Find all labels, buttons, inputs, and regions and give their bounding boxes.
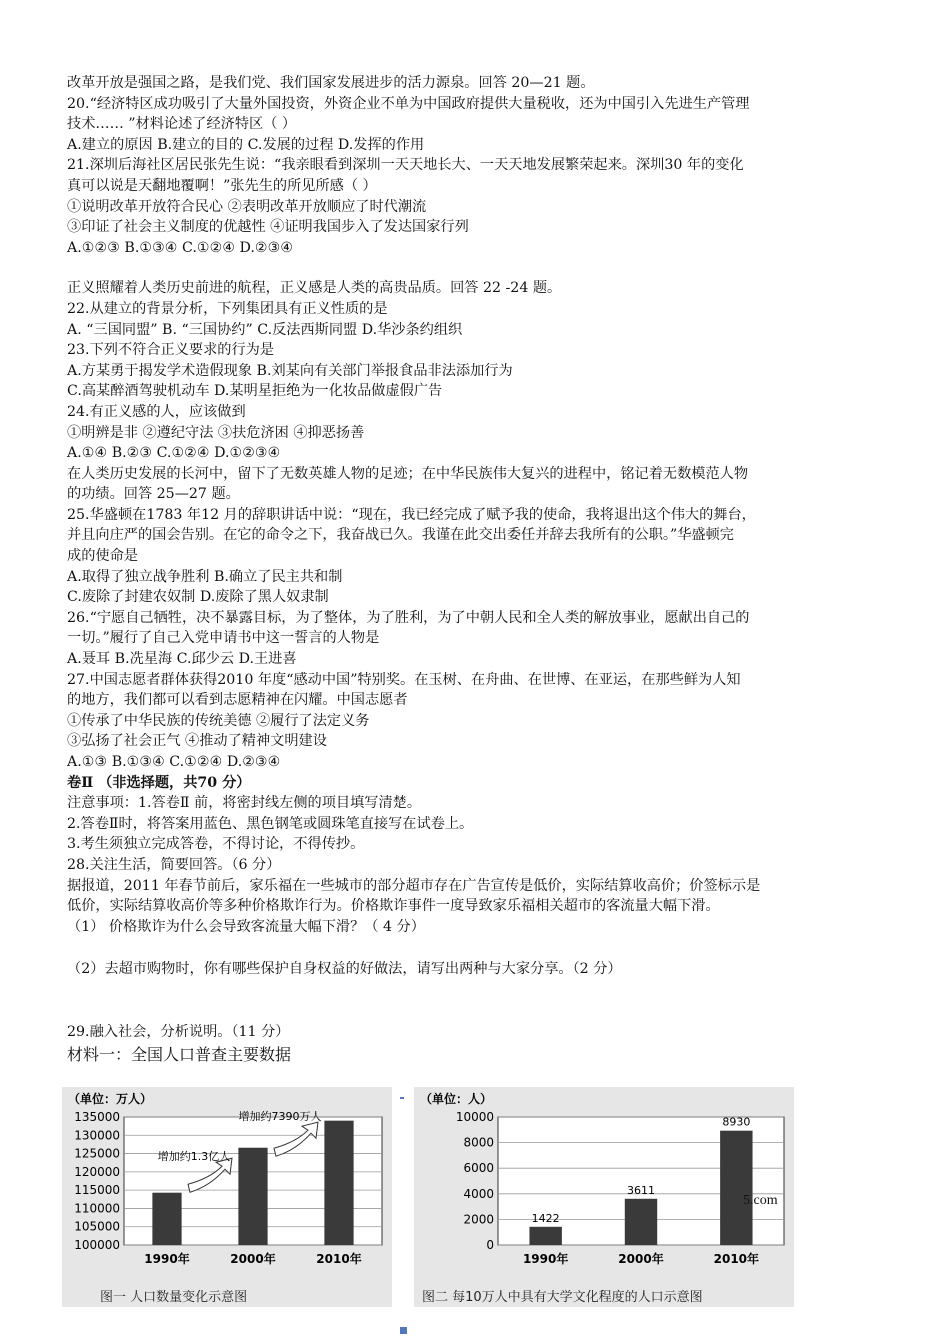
chart1-caption: 图一 人口数量变化示意图 bbox=[100, 1290, 248, 1305]
lines-line: 26.“宁愿自己牺牲，决不暴露目标，为了整体，为了胜利，为了中朝人民和全人类的解放事业，愿献出自己的 bbox=[67, 609, 750, 626]
lines-line: 一切。”履行了自己入党申请书中这一誓言的人物是 bbox=[67, 630, 380, 647]
y-tick-label: 8000 bbox=[463, 1135, 494, 1150]
notes-line: 2.答卷Ⅱ时，将答案用蓝色、黑色钢笔或圆珠笔直接写在试卷上。 bbox=[67, 815, 474, 832]
lines-line: 改革开放是强国之路，是我们党、我们国家发展进步的活力源泉。回答 20—21 题。 bbox=[67, 75, 595, 91]
edit-marker-top bbox=[400, 1097, 404, 1099]
bar bbox=[238, 1148, 267, 1245]
chart-population bbox=[62, 1087, 392, 1307]
lines-line: 正义照耀着人类历史前进的航程，正义感是人类的高贵品质。回答 22 -24 题。 bbox=[67, 280, 562, 297]
x-tick-label: 1990年 bbox=[144, 1252, 190, 1266]
x-tick-label: 1990年 bbox=[522, 1252, 569, 1266]
x-tick-label: 2010年 bbox=[713, 1252, 760, 1266]
lines-line: A.①③ B.①③④ C.①②④ D.②③④ bbox=[67, 754, 281, 770]
lines-line: 技术…… ”材料论述了经济特区（ ） bbox=[67, 116, 297, 133]
lines-line: A.方某勇于揭发学术造假现象 B.刘某向有关部门举报食品非法添加行为 bbox=[67, 362, 513, 379]
x-tick-label: 2000年 bbox=[618, 1252, 664, 1266]
y-tick-label: 6000 bbox=[463, 1161, 494, 1176]
notes-block bbox=[67, 793, 887, 937]
document-body bbox=[67, 73, 887, 1067]
annotation-label: 增加约7390万人 bbox=[238, 1110, 322, 1124]
y-tick-label: 135000 bbox=[74, 1110, 120, 1124]
bar bbox=[720, 1131, 752, 1245]
lines-line: ①传承了中华民族的传统美德 ②履行了法定义务 bbox=[67, 712, 370, 729]
y-tick-label: 110000 bbox=[74, 1201, 120, 1216]
lines-line: ③印证了社会主义制度的优越性 ④证明我国步入了发达国家行列 bbox=[67, 219, 469, 236]
lines-line: 22.从建立的背景分析，下列集团具有正义性质的是 bbox=[67, 300, 388, 317]
lines-line: ①说明改革开放符合民心 ②表明改革开放顺应了时代潮流 bbox=[67, 198, 427, 215]
y-tick-label: 4000 bbox=[463, 1186, 494, 1201]
notes-line: （1） 价格欺诈为什么会导致客流量大幅下滑？（ 4 分） bbox=[67, 918, 425, 935]
lines-line: A.取得了独立战争胜利 B.确立了民主共和制 bbox=[67, 568, 343, 585]
bar-value-label: 3611 bbox=[627, 1183, 655, 1197]
lines-line: 25.华盛顿在1783 年12 月的辞职讲话中说：“现在，我已经完成了赋予我的使命，我将退出这个伟大的舞台， bbox=[67, 506, 756, 523]
notes-line: 28.关注生活，简要回答。（6 分） bbox=[67, 856, 281, 873]
figures bbox=[62, 1087, 802, 1317]
lines-line: A.①④ B.②③ C.①②④ D.①②③④ bbox=[67, 445, 281, 462]
lines-line: A. “三国同盟” B. “三国协约” C.反法西斯同盟 D.华沙条约组织 bbox=[67, 321, 463, 338]
lines-line: 21.深圳后海社区居民张先生说：“我亲眼看到深圳一天天地长大、一天天地发展繁荣起来。深圳30 年的变化 bbox=[67, 157, 744, 174]
lines-line: C.高某醉酒驾驶机动车 D.某明星拒绝为一化妆品做虚假广告 bbox=[67, 383, 443, 400]
lines-line: 的功绩。回答 25—27 题。 bbox=[67, 486, 240, 503]
unit-label: （单位：万人） bbox=[68, 1092, 153, 1106]
unit-label: （单位：人） bbox=[420, 1092, 493, 1106]
bar bbox=[529, 1227, 561, 1245]
q28-part2: （2）去超市购物时，你有哪些保护自身权益的好做法，请写出两种与大家分享。（2 分） bbox=[67, 961, 622, 978]
bar-value-label: 1422 bbox=[531, 1211, 560, 1225]
lines-line: 并且向庄严的国会告别。在它的命令之下，我奋战已久。我谨在此交出委任并辞去我所有的公职。”华盛顿完 bbox=[67, 527, 734, 544]
q29-title: 29.融入社会，分析说明。（11 分） bbox=[67, 1023, 290, 1040]
lines-line: 在人类历史发展的长河中，留下了无数英雄人物的足迹；在中华民族伟大复兴的进程中，铭记着无数模范人物 bbox=[67, 465, 749, 482]
lines-line: 23.下列不符合正义要求的行为是 bbox=[67, 342, 275, 359]
lines-line bbox=[67, 258, 887, 278]
bar bbox=[152, 1193, 181, 1245]
annotation-label: 增加约1.3亿人 bbox=[157, 1150, 231, 1164]
lines-line: 的地方，我们都可以看到志愿精神在闪耀。中国志愿者 bbox=[67, 692, 408, 709]
lines-line: 真可以说是天翻地覆啊！”张先生的所见所感（ ） bbox=[67, 177, 377, 194]
lines-line: A.建立的原因 B.建立的目的 C.发展的过程 D.发挥的作用 bbox=[67, 136, 425, 153]
notes-line: 注意事项：1.答卷Ⅱ 前，将密封线左侧的项目填写清楚。 bbox=[67, 795, 422, 812]
notes-line: 据报道，2011 年春节前后，家乐福在一些城市的部分超市存在广告宣传是低价，实际结算收高价；价签标示是 bbox=[67, 877, 761, 894]
bar-value-label: 8930 bbox=[722, 1115, 751, 1129]
y-tick-label: 120000 bbox=[74, 1164, 120, 1179]
bar bbox=[625, 1199, 657, 1245]
x-tick-label: 2000年 bbox=[230, 1252, 276, 1266]
notes-line: 低价，实际结算收高价等多种价格欺诈行为。价格欺诈事件一度导致家乐福相关超市的客流量大幅下滑。 bbox=[67, 898, 720, 915]
y-tick-label: 130000 bbox=[74, 1128, 120, 1143]
lines-line: ③弘扬了社会正气 ④推动了精神文明建设 bbox=[67, 733, 327, 750]
lines-line: A.聂耳 B.冼星海 C.邱少云 D.王进喜 bbox=[67, 651, 297, 668]
lines-line: 20.“经济特区成功吸引了大量外国投资，外资企业不单为中国政府提供大量税收，还为中国引入先进生产管理 bbox=[67, 95, 750, 112]
y-tick-label: 0 bbox=[486, 1238, 494, 1252]
edit-marker-bottom bbox=[400, 1327, 407, 1334]
lines-line: C.废除了封建农奴制 D.废除了黑人奴隶制 bbox=[67, 589, 329, 606]
section-title: 卷Ⅱ （非选择题，共70 分） bbox=[67, 774, 251, 791]
lines-line: 24.有正义感的人，应该做到 bbox=[67, 403, 246, 420]
y-tick-label: 100000 bbox=[74, 1238, 120, 1252]
y-tick-label: 115000 bbox=[74, 1183, 120, 1198]
y-tick-label: 105000 bbox=[74, 1219, 120, 1234]
x-tick-label: 2010年 bbox=[316, 1252, 362, 1266]
chart2-caption: 图二 每10万人中具有大学文化程度的人口示意图 bbox=[422, 1290, 703, 1305]
lines-line: 成的使命是 bbox=[67, 548, 138, 565]
watermark-text: 5.com bbox=[743, 1193, 778, 1208]
material-one-title: 材料一：全国人口普查主要数据 bbox=[67, 1044, 292, 1064]
lines-line: 27.中国志愿者群体获得2010 年度“感动中国”特别奖。在玉树、在舟曲、在世博、在亚运，在那些鲜为人知 bbox=[67, 671, 741, 688]
question-lines bbox=[67, 73, 887, 773]
lines-line: ①明辨是非 ②遵纪守法 ③扶危济困 ④抑恶扬善 bbox=[67, 424, 365, 441]
y-tick-label: 2000 bbox=[463, 1212, 494, 1227]
notes-line: 3.考生须独立完成答卷，不得讨论，不得传抄。 bbox=[67, 836, 365, 853]
lines-line: A.①②③ B.①③④ C.①②④ D.②③④ bbox=[67, 239, 294, 256]
y-tick-label: 125000 bbox=[74, 1146, 120, 1161]
y-tick-label: 10000 bbox=[455, 1110, 494, 1124]
chart-education bbox=[414, 1087, 794, 1307]
bar bbox=[324, 1121, 353, 1245]
